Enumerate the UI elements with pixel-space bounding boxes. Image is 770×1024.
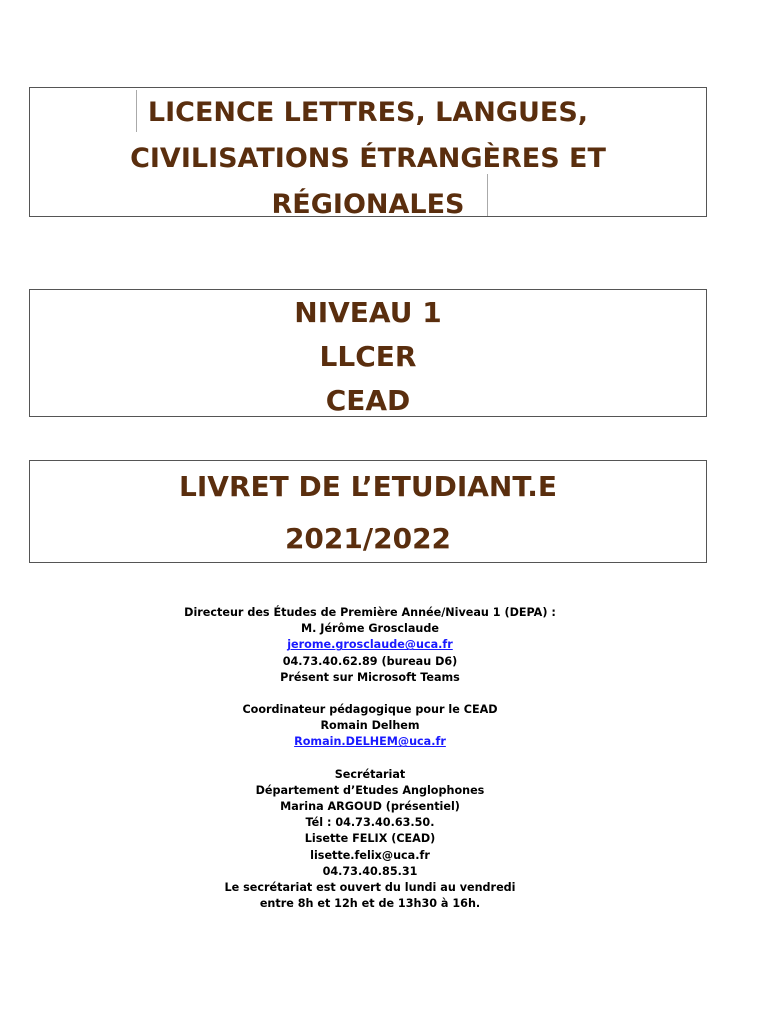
program-title-line-2: CIVILISATIONS ÉTRANGÈRES ET <box>130 143 606 174</box>
booklet-title-box <box>29 460 707 563</box>
center-line: CEAD <box>325 384 411 417</box>
text-boundary-marker <box>136 90 137 132</box>
secretariat-hours-line-1: Le secrétariat est ouvert du lundi au vendredi <box>224 881 516 895</box>
secretariat-department: Département d’Etudes Anglophones <box>255 783 485 797</box>
program-title-line-1: LICENCE LETTRES, LANGUES, <box>147 97 589 128</box>
secretariat-staff-2-email: lisette.felix@uca.fr <box>310 848 430 862</box>
secretariat-staff-2: Lisette FELIX (CEAD) <box>304 832 436 846</box>
secretariat-staff-1-phone: Tél : 04.73.40.63.50. <box>305 816 435 830</box>
academic-year: 2021/2022 <box>284 522 452 555</box>
level-title-box <box>29 289 707 417</box>
secretariat-heading: Secrétariat <box>334 767 406 781</box>
program-title-box <box>29 87 707 220</box>
director-email-link[interactable]: jerome.grosclaude@uca.fr <box>287 638 453 652</box>
secretariat-hours-line-2: entre 8h et 12h et de 13h30 à 16h. <box>259 897 481 911</box>
coordinator-name: Romain Delhem <box>320 719 420 733</box>
coordinator-email-link[interactable]: Romain.DELHEM@uca.fr <box>294 735 446 749</box>
director-availability: Présent sur Microsoft Teams <box>280 670 460 684</box>
director-role: Directeur des Études de Première Année/Niveau 1 (DEPA) : <box>184 606 556 619</box>
director-name: M. Jérôme Grosclaude <box>301 622 439 636</box>
contact-block <box>0 605 740 912</box>
program-title-line-3: RÉGIONALES <box>271 189 465 220</box>
level-line: NIVEAU 1 <box>294 296 442 329</box>
director-phone: 04.73.40.62.89 (bureau D6) <box>282 654 458 668</box>
secretariat-staff-1: Marina ARGOUD (présentiel) <box>280 800 460 814</box>
coordinator-role: Coordinateur pédagogique pour le CEAD <box>242 703 498 717</box>
text-boundary-marker <box>487 174 488 216</box>
secretariat-staff-2-phone: 04.73.40.85.31 <box>322 864 418 878</box>
program-code-line: LLCER <box>319 340 417 373</box>
booklet-title: LIVRET DE L’ETUDIANT.E <box>179 470 557 503</box>
